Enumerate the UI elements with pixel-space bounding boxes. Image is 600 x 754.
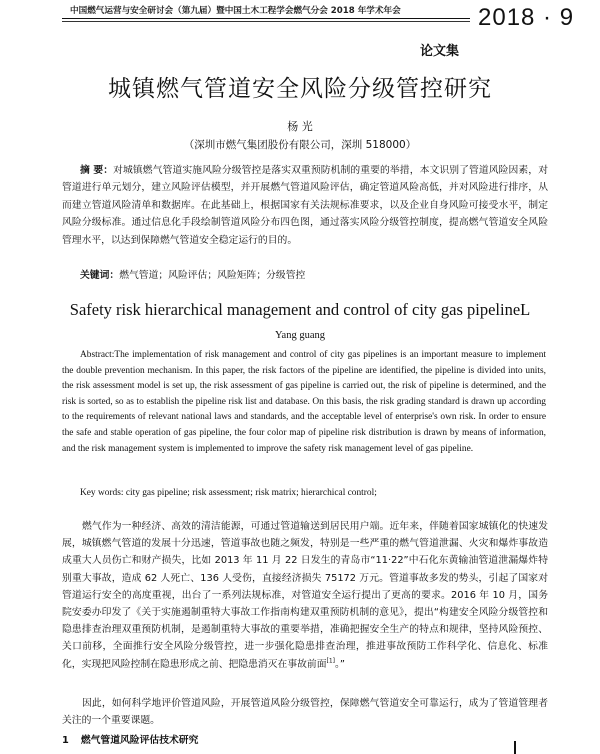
section-heading-1 — [62, 732, 198, 746]
header-rule — [62, 18, 470, 19]
conference-header: 中国燃气运营与安全研讨会（第九届）暨中国土木工程学会燃气分会 2018 年学术年会 — [70, 6, 401, 16]
body-paragraph-2: 因此，如何科学地评价管道风险，开展管道风险分级管控，保障燃气管道安全可靠运行，成为了管道管理者关注的一个重要课题。 — [62, 698, 548, 727]
keywords-en-label: Key words: — [80, 488, 124, 498]
body-paragraph-1-text: 燃气作为一种经济、高效的清洁能源，可通过管道输送到居民用户端。近年来，伴随着国家城镇化的快速发展，城镇燃气管道的发展十分迅速，管道事故也随之频发，特别是一些严重的燃气管道泄漏、火灾和爆炸事故造成重大人员伤亡和财产损失，比如 2013 年 11 月 22 日发生的青岛市“11·22”中石化东黄输油管道泄漏爆炸特别重大事故，造成 62 人死亡、136 人受伤，直接经济损失 75172 万元。管道事故多发的势头，引起了国家对管道运行安全的高度重视，出台了一系列法规标准，对管道安全运行提出了更高的要求。2016 年 10 月，国务院安委办印发了《关于实施遏制重特大事故工作指南构建双重预防机制的意见》，提出“构建安全风险分级管控和隐患排查治理双重预防机制，是遏制重特大事故的重要举措，准确把握安全生产的特点和规律，坚持风险预控、关口前移，全面推行安全风险分级管控，进一步强化隐患排查治理，推进事故预防工作科学化、信息化、标准化，实现把风险控制在隐患形成之前、把隐患消灭在事故前面 — [62, 521, 548, 670]
page-edge-mark — [514, 741, 516, 754]
header-rule-thin — [62, 21, 470, 22]
collection-label: 论文集 — [420, 44, 460, 59]
abstract-cn — [62, 162, 548, 249]
abstract-en — [62, 348, 546, 457]
keywords-cn-text: 燃气管道；风险评估；风险矩阵；分级管控 — [119, 270, 306, 281]
abstract-cn-text: 对城镇燃气管道实施风险分级管控是落实双重预防机制的重要的举措，本文识别了管道风险因素，对管道进行单元划分，建立风险评估模型，并开展燃气管道风险评估，确定管道风险高低，并对风险进行排序，从而建立管道风险清单和数据库。在此基础上，根据国家有关法规标准要求，以及企业自身风险可接受水平，制定风险分级标准。通过信息化手段绘制管道风险分布四色图，通过落实风险分级管控制度，提高燃气管道安全风险管理水平，以达到保障燃气管道安全稳定运行的目的。 — [62, 165, 548, 246]
author-name-en: Yang guang — [275, 330, 325, 341]
issue-number: 2018 · 9 — [478, 4, 575, 31]
body-paragraph-1 — [62, 518, 548, 673]
keywords-cn — [80, 267, 305, 281]
author-name: 杨 光 — [287, 120, 313, 133]
section-title: 燃气管道风险评估技术研究 — [80, 735, 199, 746]
keywords-en — [80, 488, 377, 498]
body-paragraph-1-end: 。” — [335, 658, 345, 670]
paper-title-en: Safety risk hierarchical management and control of city gas pipelineL — [69, 300, 531, 319]
citation-ref[interactable]: [1] — [326, 657, 336, 665]
keywords-cn-label: 关键词： — [80, 270, 120, 281]
author-affiliation: （深圳市燃气集团股份有限公司，深圳 518000） — [183, 139, 417, 151]
abstract-en-label: Abstract: — [80, 350, 115, 360]
paper-title: 城镇燃气管道安全风险分级管控研究 — [108, 76, 492, 102]
abstract-en-text: The implementation of risk management and control of city gas pipelines is an important measure to implement the double prevention mechanism. In this paper, the risk factors of the pipeline are identified, the pipeline is divided into units, the risk assessment model is set up, the risk assessment of gas pipeline is carried out, the risk of pipeline is determined, and the risk is sorted, so as to establish the pipeline risk list and database. On this basis, the risk grading standard is drawn up according to the requirements of relevant national laws and standards, and the acceptable level of enterprise's own risk. In order to ensure the safe and stable operation of gas pipeline, the four color map of pipeline risk distribution is drawn by means of information, and the risk management system is implemented to improve the safety risk management level of gas pipeline. — [62, 350, 546, 454]
abstract-cn-label: 摘 要： — [80, 165, 114, 176]
section-number: 1 — [62, 735, 69, 746]
keywords-en-text: city gas pipeline; risk assessment; risk matrix; hierarchical control; — [125, 488, 377, 498]
